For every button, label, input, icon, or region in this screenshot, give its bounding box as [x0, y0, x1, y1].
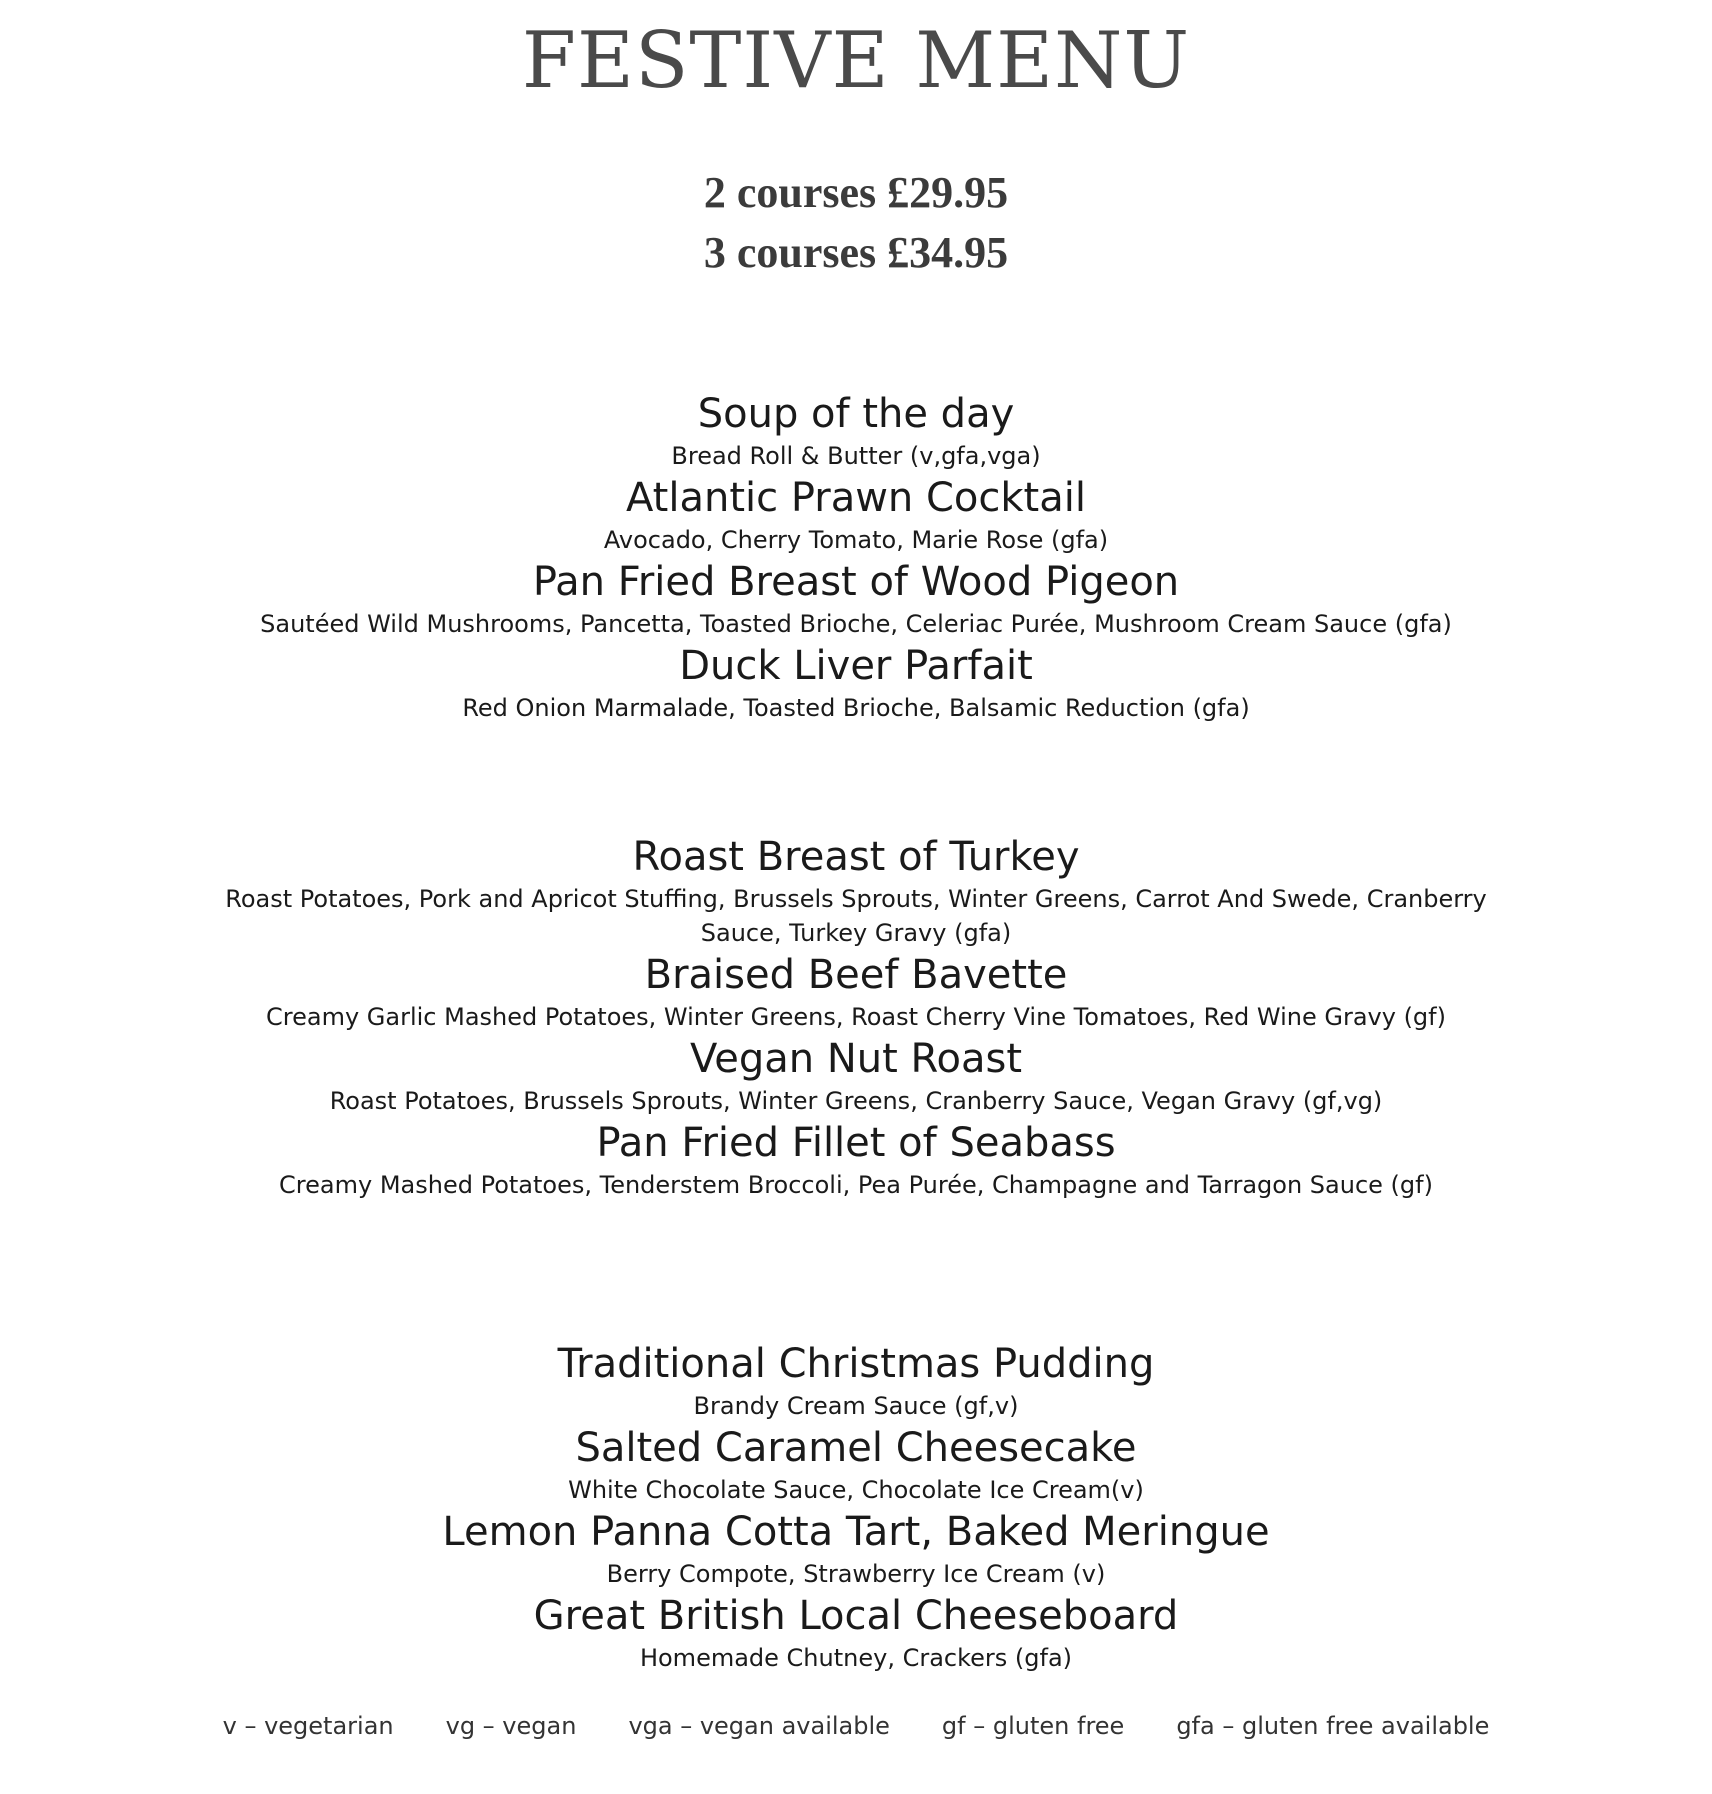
dish-item — [0, 557, 1712, 641]
dish-description: Roast Potatoes, Pork and Apricot Stuffing, Brussels Sprouts, Winter Greens, Carrot And Swede, Cranberry Sauce, Turkey Gravy (gfa) — [225, 885, 1487, 947]
dish-description: Roast Potatoes, Brussels Sprouts, Winter Greens, Cranberry Sauce, Vegan Gravy (gf,vg) — [329, 1087, 1383, 1115]
dish-name: Atlantic Prawn Cocktail — [626, 475, 1086, 521]
dish-description: Avocado, Cherry Tomato, Marie Rose (gfa) — [603, 526, 1109, 554]
dish-item — [0, 832, 1712, 950]
legend-item: gf – gluten free — [941, 1712, 1125, 1740]
mains-section — [0, 832, 1712, 1202]
legend-item: vg – vegan — [445, 1712, 577, 1740]
dish-item — [0, 1507, 1712, 1591]
dietary-legend — [0, 1712, 1712, 1740]
dish-description: Red Onion Marmalade, Toasted Brioche, Balsamic Reduction (gfa) — [462, 694, 1250, 722]
legend-item: vga – vegan available — [628, 1712, 890, 1740]
legend-item: v – vegetarian — [222, 1712, 394, 1740]
legend-item: gfa – gluten free available — [1176, 1712, 1490, 1740]
dish-name: Roast Breast of Turkey — [632, 834, 1080, 880]
dish-description: Berry Compote, Strawberry Ice Cream (v) — [606, 1560, 1106, 1588]
dish-name: Duck Liver Parfait — [679, 643, 1033, 689]
dish-description: Bread Roll & Butter (v,gfa,vga) — [671, 442, 1041, 470]
dish-item — [0, 1423, 1712, 1507]
dish-description: Homemade Chutney, Crackers (gfa) — [639, 1644, 1073, 1672]
dish-name: Pan Fried Breast of Wood Pigeon — [532, 559, 1180, 605]
dish-description: White Chocolate Sauce, Chocolate Ice Cream(v) — [568, 1476, 1144, 1504]
dish-item — [0, 1339, 1712, 1423]
dish-name: Pan Fried Fillet of Seabass — [596, 1120, 1116, 1166]
dish-description: Creamy Garlic Mashed Potatoes, Winter Greens, Roast Cherry Vine Tomatoes, Red Wine Gravy (gf) — [266, 1003, 1446, 1031]
dish-item — [0, 1118, 1712, 1202]
dish-name: Great British Local Cheeseboard — [533, 1593, 1179, 1639]
starters-section — [0, 389, 1712, 725]
dish-description: Sautéed Wild Mushrooms, Pancetta, Toasted Brioche, Celeriac Purée, Mushroom Cream Sauce (gfa) — [260, 610, 1452, 638]
dish-name: Soup of the day — [697, 391, 1015, 437]
dish-item — [0, 473, 1712, 557]
dish-name: Traditional Christmas Pudding — [557, 1341, 1155, 1387]
dish-item — [0, 950, 1712, 1034]
dish-name: Lemon Panna Cotta Tart, Baked Meringue — [442, 1509, 1270, 1555]
dish-description: Creamy Mashed Potatoes, Tenderstem Broccoli, Pea Purée, Champagne and Tarragon Sauce (gf) — [279, 1171, 1433, 1199]
dish-item — [0, 1034, 1712, 1118]
dish-name: Salted Caramel Cheesecake — [575, 1425, 1137, 1471]
dish-name: Braised Beef Bavette — [644, 952, 1068, 998]
price-three-courses: 3 courses £34.95 — [703, 228, 1009, 277]
dish-item — [0, 1591, 1712, 1675]
price-two-courses: 2 courses £29.95 — [703, 168, 1009, 217]
dish-item — [0, 641, 1712, 725]
dish-item — [0, 389, 1712, 473]
menu-title: FESTIVE MENU — [521, 16, 1191, 106]
desserts-section — [0, 1339, 1712, 1675]
price-block — [0, 163, 1712, 283]
dish-description: Brandy Cream Sauce (gf,v) — [693, 1392, 1019, 1420]
dish-name: Vegan Nut Roast — [689, 1036, 1022, 1082]
